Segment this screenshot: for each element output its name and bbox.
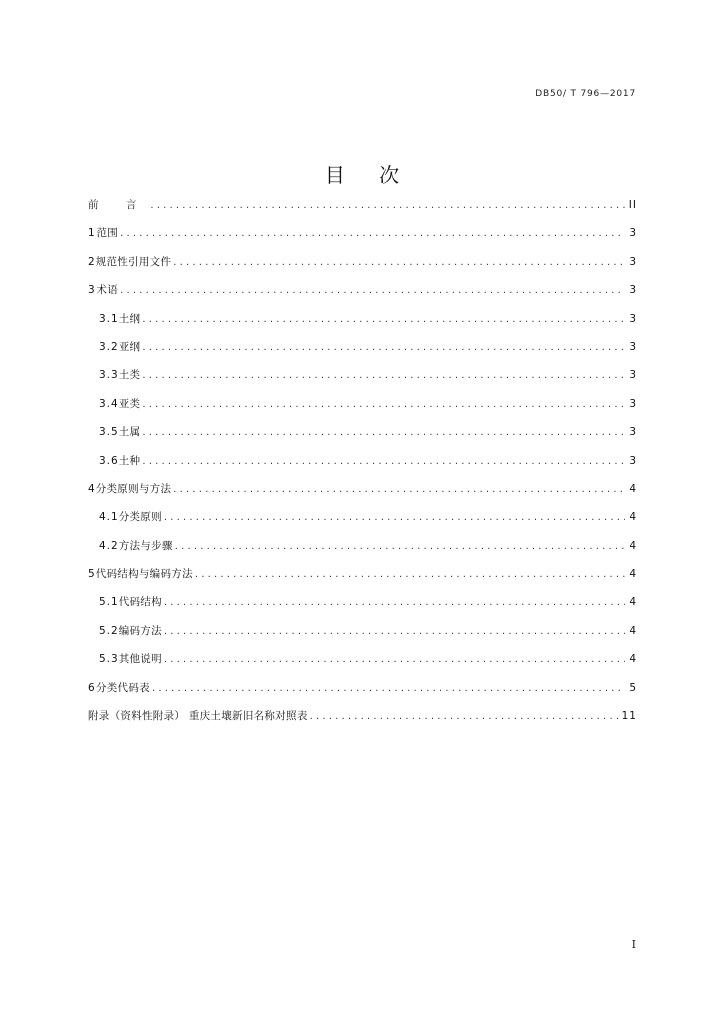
toc-entry-number: 5.1	[99, 596, 119, 609]
toc-entry-page: II	[628, 199, 637, 211]
toc-entry-appendix[interactable]	[88, 706, 637, 734]
toc-entry-3[interactable]	[88, 280, 637, 308]
toc-entry-text: 代码结构	[118, 596, 162, 609]
toc-leader	[164, 593, 625, 613]
toc-entry-page: 4	[629, 596, 637, 609]
toc-entry-3-6[interactable]	[88, 451, 637, 479]
toc-entry-page: 11	[621, 710, 637, 723]
toc-entry-text: 土类	[118, 369, 141, 382]
toc-leader	[120, 224, 625, 244]
toc-entry-5-2[interactable]	[88, 621, 637, 649]
toc-entry-4[interactable]	[88, 479, 637, 507]
toc-entry-3-4[interactable]	[88, 394, 637, 422]
toc-leader	[142, 310, 625, 330]
toc-entry-text: 前 言	[88, 199, 149, 211]
toc-leader	[142, 423, 625, 443]
toc-entry-text: 分类代码表	[95, 681, 150, 694]
toc-entry-3-5[interactable]	[88, 422, 637, 450]
toc-entry-text: 亚纲	[118, 340, 141, 353]
toc-entry-page: 3	[629, 397, 637, 410]
toc-entry-page: 3	[629, 284, 637, 297]
toc-leader	[120, 281, 625, 301]
toc-entry-number: 4.2	[99, 539, 119, 552]
page-number: I	[631, 938, 636, 951]
toc-entry-3-2[interactable]	[88, 337, 637, 365]
toc-entry-page: 4	[629, 539, 637, 552]
toc-leader	[142, 366, 625, 386]
toc-entry-number: 2	[88, 255, 96, 268]
toc-leader	[142, 452, 625, 472]
toc-leader	[164, 508, 625, 528]
toc-entry-page: 3	[629, 454, 637, 467]
toc-entry-foreword[interactable]	[88, 195, 637, 223]
toc-entry-number: 3.1	[99, 312, 119, 325]
toc-entry-page: 5	[629, 681, 637, 694]
toc-entry-3-1[interactable]	[88, 309, 637, 337]
toc-entry-text: 土属	[118, 426, 141, 439]
toc-entry-2[interactable]	[88, 252, 637, 280]
toc-entry-number: 3	[88, 284, 96, 297]
toc-entry-number: 1	[88, 227, 96, 240]
toc-entry-text: 术语	[96, 284, 119, 297]
toc-entry-number: 4.1	[99, 511, 119, 524]
toc-entry-page: 4	[629, 482, 637, 495]
toc-leader	[173, 480, 625, 500]
toc-entry-5-3[interactable]	[88, 649, 637, 677]
toc-entry-number: 3.2	[99, 340, 119, 353]
toc-entry-page: 3	[629, 426, 637, 439]
toc-entry-1[interactable]	[88, 223, 637, 251]
toc-leader	[142, 338, 625, 358]
toc-leader	[310, 707, 618, 727]
document-code: DB50/ T 796—2017	[535, 89, 636, 99]
toc-entry-3-3[interactable]	[88, 365, 637, 393]
toc-entry-4-2[interactable]	[88, 536, 637, 564]
toc-leader	[164, 650, 625, 670]
toc-entry-text: 范围	[96, 227, 119, 240]
toc-entry-text: 编码方法	[118, 624, 162, 637]
toc-entry-number: 3.5	[99, 426, 119, 439]
table-of-contents	[88, 195, 637, 734]
toc-entry-text: 亚类	[118, 397, 141, 410]
toc-entry-number: 5.2	[99, 624, 119, 637]
toc-entry-page: 4	[629, 624, 637, 637]
toc-leader	[152, 679, 625, 699]
toc-entry-text: 附录（资料性附录） 重庆土壤新旧名称对照表	[88, 710, 308, 723]
toc-entry-page: 4	[629, 511, 637, 524]
toc-entry-number: 5.3	[99, 653, 119, 666]
toc-entry-page: 3	[629, 227, 637, 240]
toc-entry-page: 3	[629, 255, 637, 268]
toc-entry-text: 土种	[118, 454, 141, 467]
toc-entry-page: 3	[629, 340, 637, 353]
toc-entry-number: 3.6	[99, 454, 119, 467]
toc-leader	[164, 622, 625, 642]
toc-entry-page: 3	[629, 312, 637, 325]
toc-entry-text: 分类原则与方法	[95, 482, 172, 495]
toc-entry-text: 方法与步骤	[118, 539, 173, 552]
toc-leader	[150, 196, 624, 216]
toc-entry-number: 5	[88, 568, 96, 581]
toc-leader	[142, 395, 625, 415]
toc-entry-5-1[interactable]	[88, 592, 637, 620]
toc-entry-number: 3.3	[99, 369, 119, 382]
toc-entry-6[interactable]	[88, 678, 637, 706]
toc-entry-page: 3	[629, 369, 637, 382]
page-title: 目 次	[324, 163, 414, 187]
toc-entry-text: 规范性引用文件	[95, 255, 172, 268]
toc-entry-number: 6	[88, 681, 96, 694]
toc-entry-number: 3.4	[99, 397, 119, 410]
toc-entry-4-1[interactable]	[88, 507, 637, 535]
toc-entry-number: 4	[88, 482, 96, 495]
toc-entry-text: 分类原则	[118, 511, 162, 524]
toc-entry-text: 其他说明	[118, 653, 162, 666]
toc-leader	[195, 565, 625, 585]
toc-leader	[173, 253, 625, 273]
toc-entry-text: 土纲	[118, 312, 141, 325]
toc-entry-text: 代码结构与编码方法	[95, 568, 193, 581]
toc-leader	[175, 537, 625, 557]
toc-entry-5[interactable]	[88, 564, 637, 592]
toc-entry-page: 4	[629, 653, 637, 666]
toc-entry-page: 4	[629, 568, 637, 581]
